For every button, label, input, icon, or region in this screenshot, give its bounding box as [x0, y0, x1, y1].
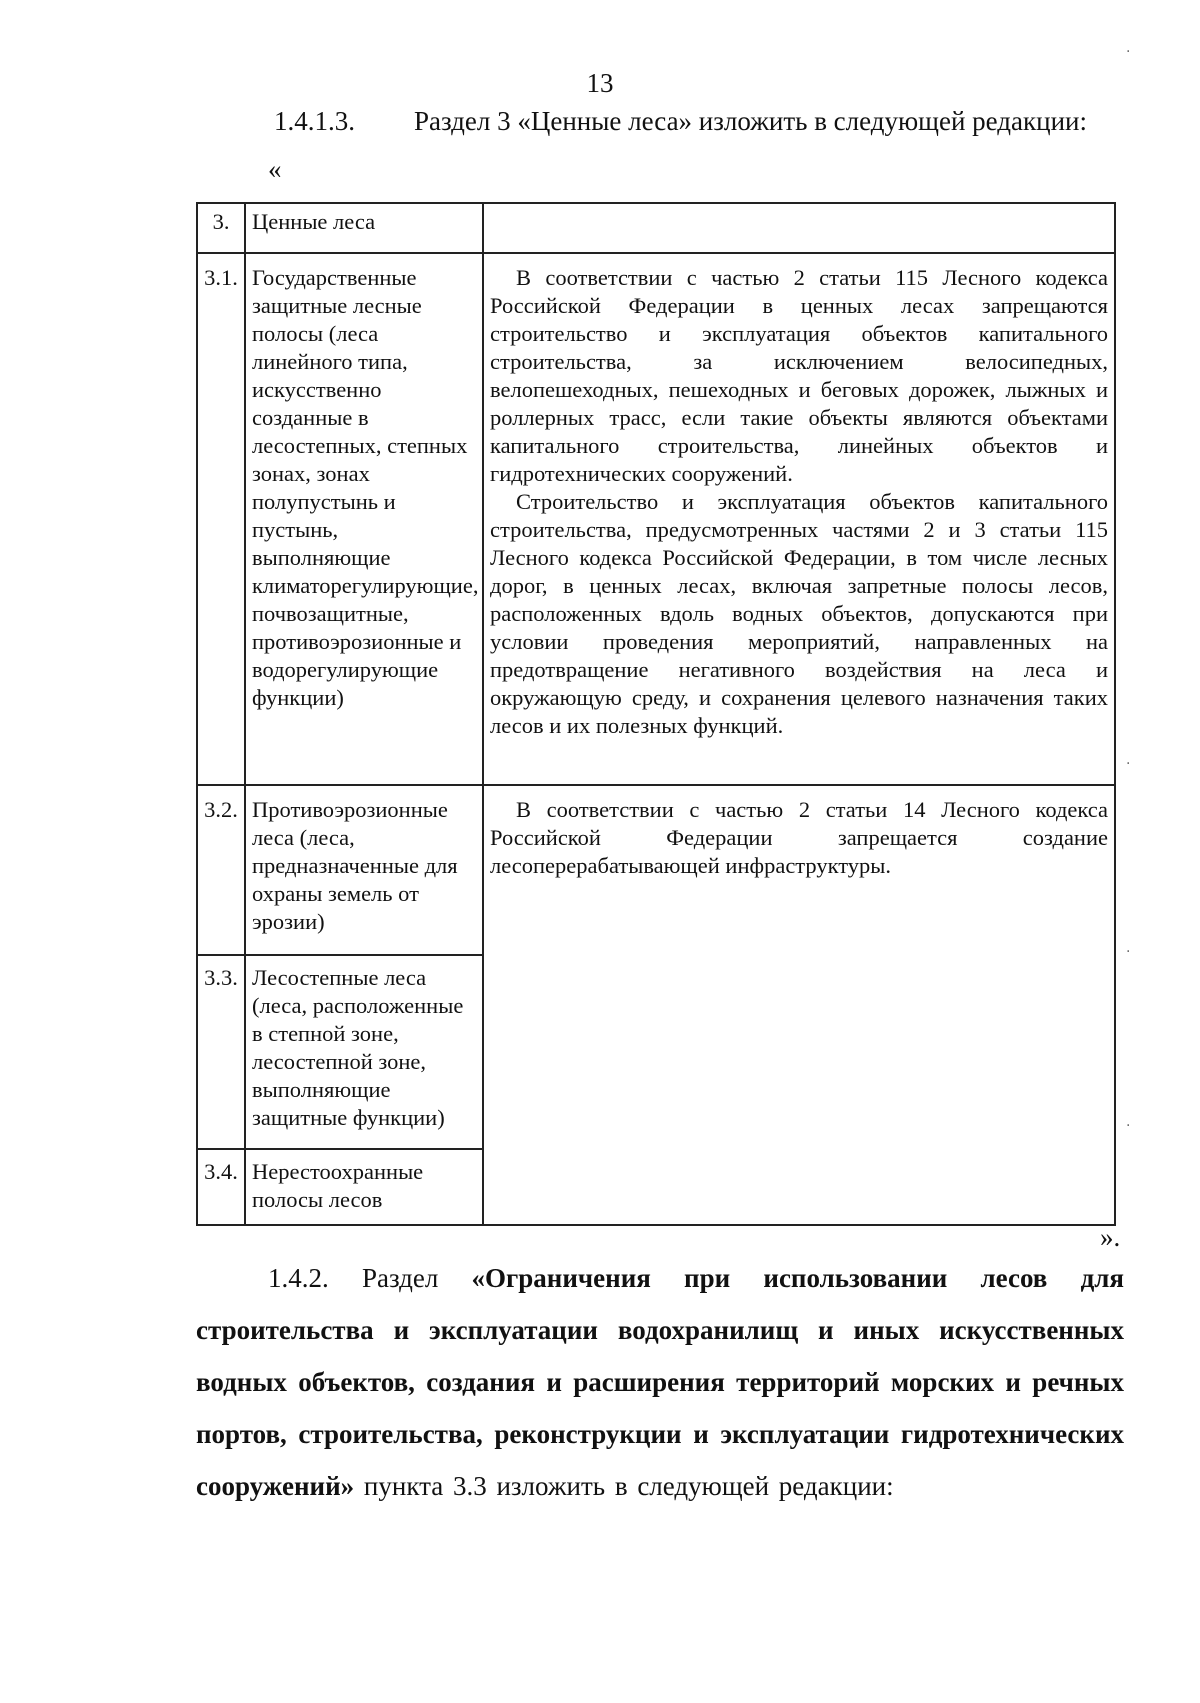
row-description — [483, 785, 1115, 1225]
open-quote: « — [268, 154, 282, 184]
table-row — [197, 785, 1115, 955]
row-description — [483, 253, 1115, 785]
scan-speck: · — [1126, 944, 1131, 960]
page-number: 13 — [586, 68, 614, 98]
row-category: Государственные защитные лесные полосы (леса линейного типа, искусственно созданные в лесостепных, степных зонах, зонах полупустынь и пустынь, выполняющие климаторегулирующие, почвозащитные, противоэрозионные и водорегулирующие функции) — [245, 253, 483, 785]
row-number: 3.1. — [197, 253, 245, 785]
section-heading — [274, 106, 1087, 137]
row-category: Лесостепные леса (леса, расположенные в степной зоне, лесостепной зоне, выполняющие защитные функции) — [245, 955, 483, 1149]
table-row — [197, 253, 1115, 785]
heading-text: Раздел 3 «Ценные леса» изложить в следующей редакции: — [414, 106, 1087, 136]
scan-speck: · — [1126, 756, 1131, 772]
heading-number: 1.4.1.3. — [274, 106, 355, 136]
forests-table — [196, 202, 1116, 1226]
row-description — [483, 203, 1115, 253]
description-paragraph: В соответствии с частью 2 статьи 115 Лесного кодекса Российской Федерации в ценных лесах запрещаются строительство и эксплуатация объектов капитального строительства, за исключением велосипедных, велопешеходных, пешеходных и беговых дорожек, лыжных и роллерных трасс, если такие объекты являются объектами капитального строительства, линейных объектов и гидротехнических сооружений. — [490, 265, 1108, 486]
table-row — [197, 203, 1115, 253]
row-number: 3.3. — [197, 955, 245, 1149]
row-category: Противоэрозионные леса (леса, предназначенные для охраны земель от эрозии) — [245, 785, 483, 955]
row-category: Нерестоохранные полосы лесов — [245, 1149, 483, 1225]
row-category: Ценные леса — [245, 203, 483, 253]
close-quote: ». — [1100, 1222, 1121, 1252]
scan-speck: · — [1126, 1118, 1131, 1134]
row-number: 3.2. — [197, 785, 245, 955]
description-paragraph: В соответствии с частью 2 статьи 14 Лесного кодекса Российской Федерации запрещается создание лесоперерабатывающей инфраструктуры. — [490, 797, 1108, 878]
paragraph-bold-title: «Ограничения при использовании лесов для строительства и эксплуатации водохранилищ и иных искусственных водных объектов, создания и расширения территорий морских и речных портов, строительства, реконструкции и эксплуатации гидротехнических сооружений» — [196, 1263, 1124, 1501]
amendment-paragraph — [196, 1252, 1124, 1512]
row-number: 3.4. — [197, 1149, 245, 1225]
paragraph-lead: 1.4.2. Раздел — [268, 1263, 439, 1293]
scan-speck: · — [1126, 44, 1131, 60]
description-paragraph: Строительство и эксплуатация объектов капитального строительства, предусмотренных частями 2 и 3 статьи 115 Лесного кодекса Российской Федерации, в том числе лесных дорог, в ценных лесах, включая запретные полосы лесов, расположенных вдоль водных объектов, допускаются при условии проведения мероприятий, направленных на предотвращение негативного воздействия на леса и окружающую среду, и сохранения целевого назначения таких лесов и их полезных функций. — [490, 489, 1108, 738]
paragraph-tail: пункта 3.3 изложить в следующей редакции: — [363, 1471, 894, 1501]
row-number: 3. — [197, 203, 245, 253]
